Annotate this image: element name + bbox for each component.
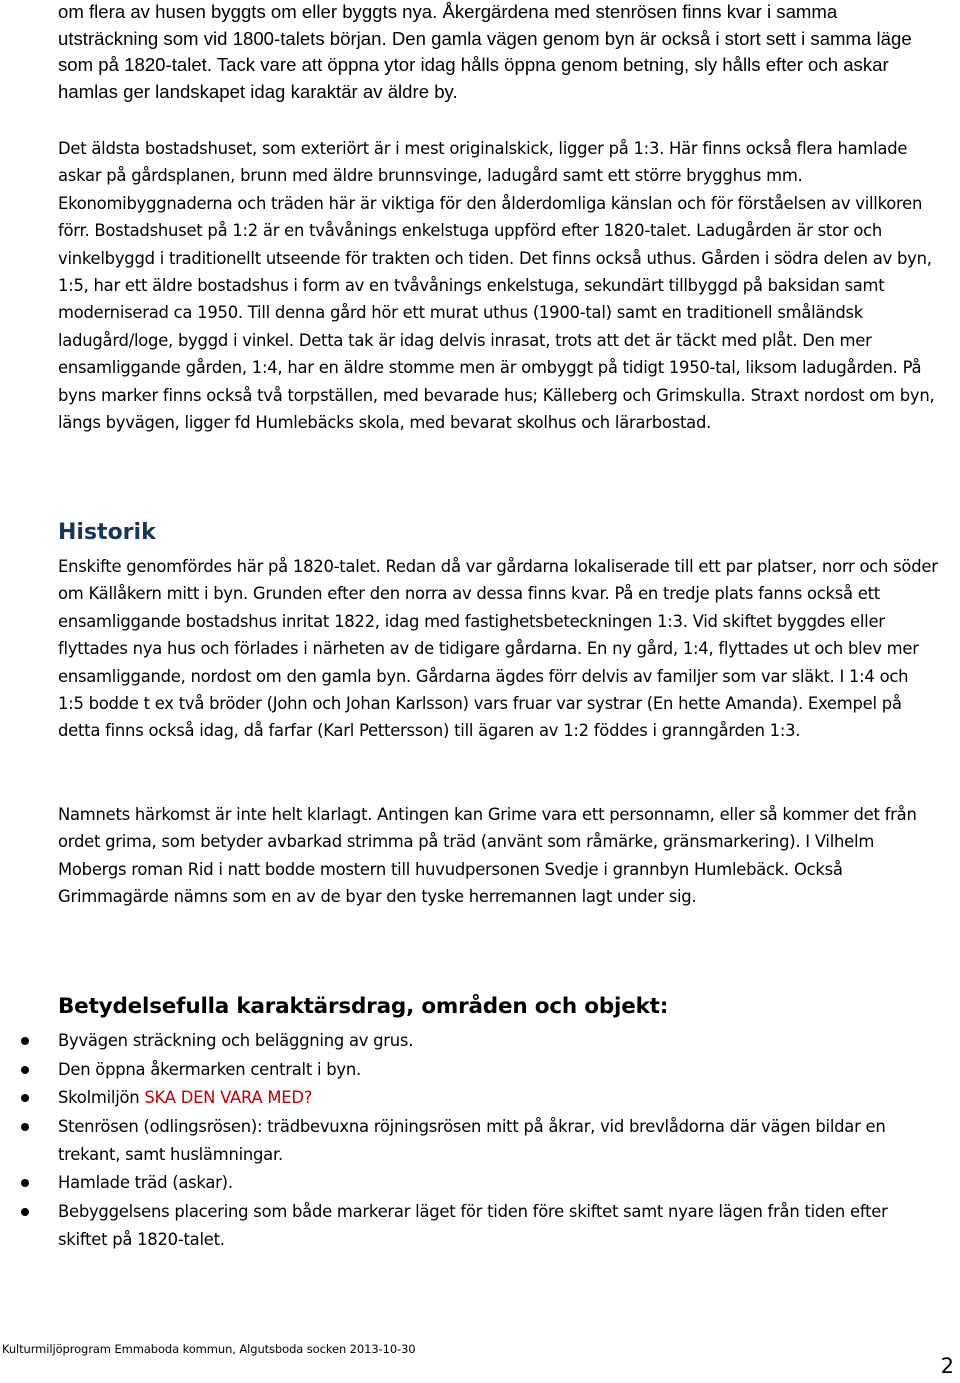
list-item: [0, 1084, 940, 1112]
list-item: [0, 1056, 940, 1084]
list-item-text: Bebyggelsens placering som både markerar läget för tiden före skiftet samt nyare lägen från tiden efter skiftet på 1820-talet.: [58, 1201, 888, 1249]
bullet-icon: [21, 1123, 29, 1131]
list-item-text: Byvägen sträckning och beläggning av grus.: [58, 1031, 414, 1050]
editor-note: SKA DEN VARA MED?: [144, 1088, 313, 1107]
list-item-text: Hamlade träd (askar).: [58, 1173, 233, 1192]
list-item-text: Stenrösen (odlingsrösen): trädbevuxna röjningsrösen mitt på åkrar, vid brevlådorna där vägen bildar en trekant, samt huslämningar.: [58, 1116, 886, 1164]
features-list: [0, 1027, 940, 1254]
intro-paragraph: om flera av husen byggts om eller byggts nya. Åkergärdena med stenrösen finns kvar i samma utsträckning som vid 1800-talets början. Den gamla vägen genom byn är också i stort sett i samma läge som på 1820-talet. Tack vare att öppna ytor idag hålls öppna genom betning, sly hålls efter och askar hamlas ger landskapet idag karaktär av äldre by.: [58, 1, 912, 102]
history-paragraph: Enskifte genomfördes här på 1820-talet. Redan då var gårdarna lokaliserade till ett par platser, norr och söder om Källåkern mitt i byn. Grunden efter den norra av dessa finns kvar. På en tredje plats fanns också ett ensamliggande bostadshus inritat 1822, idag med fastighetsbeteckningen 1:3. Vid skiftet byggdes eller flyttades nya hus och förlades i närheten av de tidigare gårdarna. En ny gård, 1:4, flyttades ut och blev mer ensamliggande, nordost om den gamla byn. Gårdarna ägdes förr delvis av familjer som var släkt. I 1:4 och 1:5 bodde t ex två bröder (John och Johan Karlsson) vars fruar var systrar (En hette Amanda). Exempel på detta finns också idag, då farfar (Karl Pettersson) till ägaren av 1:2 föddes i granngården 1:3.: [58, 557, 938, 741]
bullet-icon: [21, 1066, 29, 1074]
list-item-text: Den öppna åkermarken centralt i byn.: [58, 1059, 361, 1079]
features-heading: Betydelsefulla karaktärsdrag, områden och objekt:: [58, 994, 669, 1019]
bullet-icon: [21, 1208, 29, 1216]
page-footer: Kulturmiljöprogram Emmaboda kommun, Algutsboda socken 2013-10-30: [2, 1342, 416, 1356]
list-item: [0, 1198, 940, 1254]
page-number: 2: [940, 1354, 954, 1378]
list-item: [0, 1113, 940, 1169]
list-item: [0, 1169, 940, 1197]
list-item-text: Skolmiljön: [58, 1088, 145, 1107]
bullet-icon: [21, 1037, 29, 1045]
bullet-icon: [21, 1179, 29, 1187]
history-heading: Historik: [58, 520, 156, 545]
list-item: [0, 1027, 940, 1055]
bullet-icon: [21, 1094, 29, 1102]
buildings-paragraph: Det äldsta bostadshuset, som exteriört är i mest originalskick, ligger på 1:3. Här finns också flera hamlade askar på gårdsplanen, brunn med äldre brunnsvinge, ladugård samt ett större brygghus mm. Ekonomibyggnaderna och träden här är viktiga för den ålderdomliga känslan och för förståelsen av villkoren förr. Bostadshuset på 1:2 är en tvåvånings enkelstuga uppförd efter 1820-talet. Ladugården är stor och vinkelbyggd i traditionellt utseende för trakten och tiden. Det finns också uthus. Gården i södra delen av byn, 1:5, har ett äldre bostadshus i form av en tvåvånings enkelstuga, sekundärt tillbyggd på baksidan samt moderniserad ca 1950. Till denna gård hör ett murat uthus (1900-tal) samt en traditionell småländsk ladugård/loge, byggd i vinkel. Detta tak är idag delvis inrasat, trots att det är täckt med plåt. Den mer ensamliggande gården, 1:4, har en äldre stomme men är ombyggt på tidigt 1950-tal, liksom ladugården. På byns marker finns också två torpställen, med bevarade hus; Källeberg och Grimskulla. Straxt nordost om byn, längs byvägen, ligger fd Humlebäcks skola, med bevarat skolhus och lärarbostad.: [58, 139, 935, 433]
name-origin-paragraph: Namnets härkomst är inte helt klarlagt. Antingen kan Grime vara ett personnamn, eller så kommer det från ordet grima, som betyder avbarkad strimma på träd (använt som råmärke, gränsmarkering). I Vilhelm Mobergs roman Rid i natt bodde mostern till huvudpersonen Svedje i grannbyn Humlebäck. Också Grimmagärde nämns som en av de byar den tyske herremannen lagt under sig.: [58, 805, 917, 907]
